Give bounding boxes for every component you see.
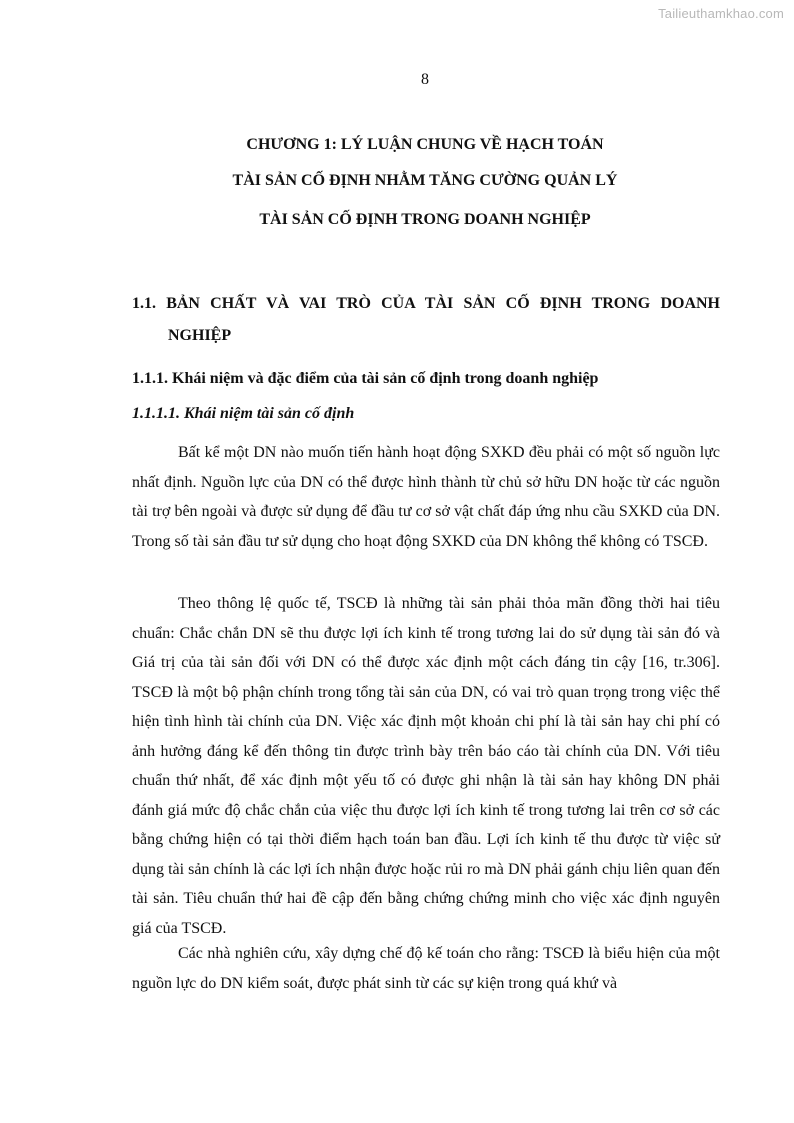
body-paragraph-2: Theo thông lệ quốc tế, TSCĐ là những tài sản phải thỏa mãn đồng thời hai tiêu chuẩn: Chắc chắn DN sẽ thu được lợi ích kinh tế trong tương lai do sử dụng tài sản đó và Giá trị của tài sản đối với DN có thể được xác định một cách đáng tin cậy [16, tr.306]. TSCĐ là một bộ phận chính trong tổng tài sản của DN, có vai trò quan trọng trong việc thể hiện tình hình tài chính của DN. Việc xác định một khoản chi phí là tài sản hay chi phí có ảnh hưởng đáng kể đến thông tin được trình bày trên báo cáo tài chính của DN. Với tiêu chuẩn thứ nhất, để xác định một yếu tố có được ghi nhận là tài sản hay không DN phải đánh giá mức độ chắc chắn của việc thu được lợi ích kinh tế trong tương lai trên cơ sở các bằng chứng hiện có tại thời điểm hạch toán ban đầu. Lợi ích kinh tế thu được từ việc sử dụng tài sản chính là các lợi ích nhận được hoặc rủi ro mà DN phải gánh chịu liên quan đến tài sản. Tiêu chuẩn thứ hai đề cập đến bằng chứng chứng minh cho việc xác định nguyên giá của TSCĐ. — [132, 595, 720, 937]
page-number: 8 — [421, 71, 429, 88]
watermark-text: Tailieuthamkhao.com — [658, 6, 784, 21]
subsection-heading: 1.1.1. Khái niệm và đặc điểm của tài sản cố định trong doanh nghiệp — [132, 370, 599, 387]
section-heading-line-2: NGHIỆP — [168, 327, 232, 344]
chapter-title-line-1: CHƯƠNG 1: LÝ LUẬN CHUNG VỀ HẠCH TOÁN — [246, 136, 604, 153]
subsubsection-heading: 1.1.1.1. Khái niệm tài sản cố định — [132, 405, 355, 422]
section-heading-line-1: 1.1. BẢN CHẤT VÀ VAI TRÒ CỦA TÀI SẢN CỐ ĐỊNH TRONG DOANH — [132, 295, 720, 312]
chapter-title-line-2: TÀI SẢN CỐ ĐỊNH NHẰM TĂNG CƯỜNG QUẢN LÝ — [232, 172, 618, 189]
chapter-title-line-3: TÀI SẢN CỐ ĐỊNH TRONG DOANH NGHIỆP — [259, 211, 591, 228]
body-paragraph-3: Các nhà nghiên cứu, xây dựng chế độ kế toán cho rằng: TSCĐ là biểu hiện của một nguồn lực do DN kiểm soát, được phát sinh từ các sự kiện trong quá khứ và — [132, 945, 720, 992]
body-paragraph-1: Bất kể một DN nào muốn tiến hành hoạt động SXKD đều phải có một số nguồn lực nhất định. Nguồn lực của DN có thể được hình thành từ chủ sở hữu DN hoặc từ các nguồn tài trợ bên ngoài và được sử dụng để đầu tư cơ sở vật chất đáp ứng nhu cầu SXKD của DN. Trong số tài sản đầu tư sử dụng cho hoạt động SXKD của DN không thể không có TSCĐ. — [132, 444, 720, 550]
